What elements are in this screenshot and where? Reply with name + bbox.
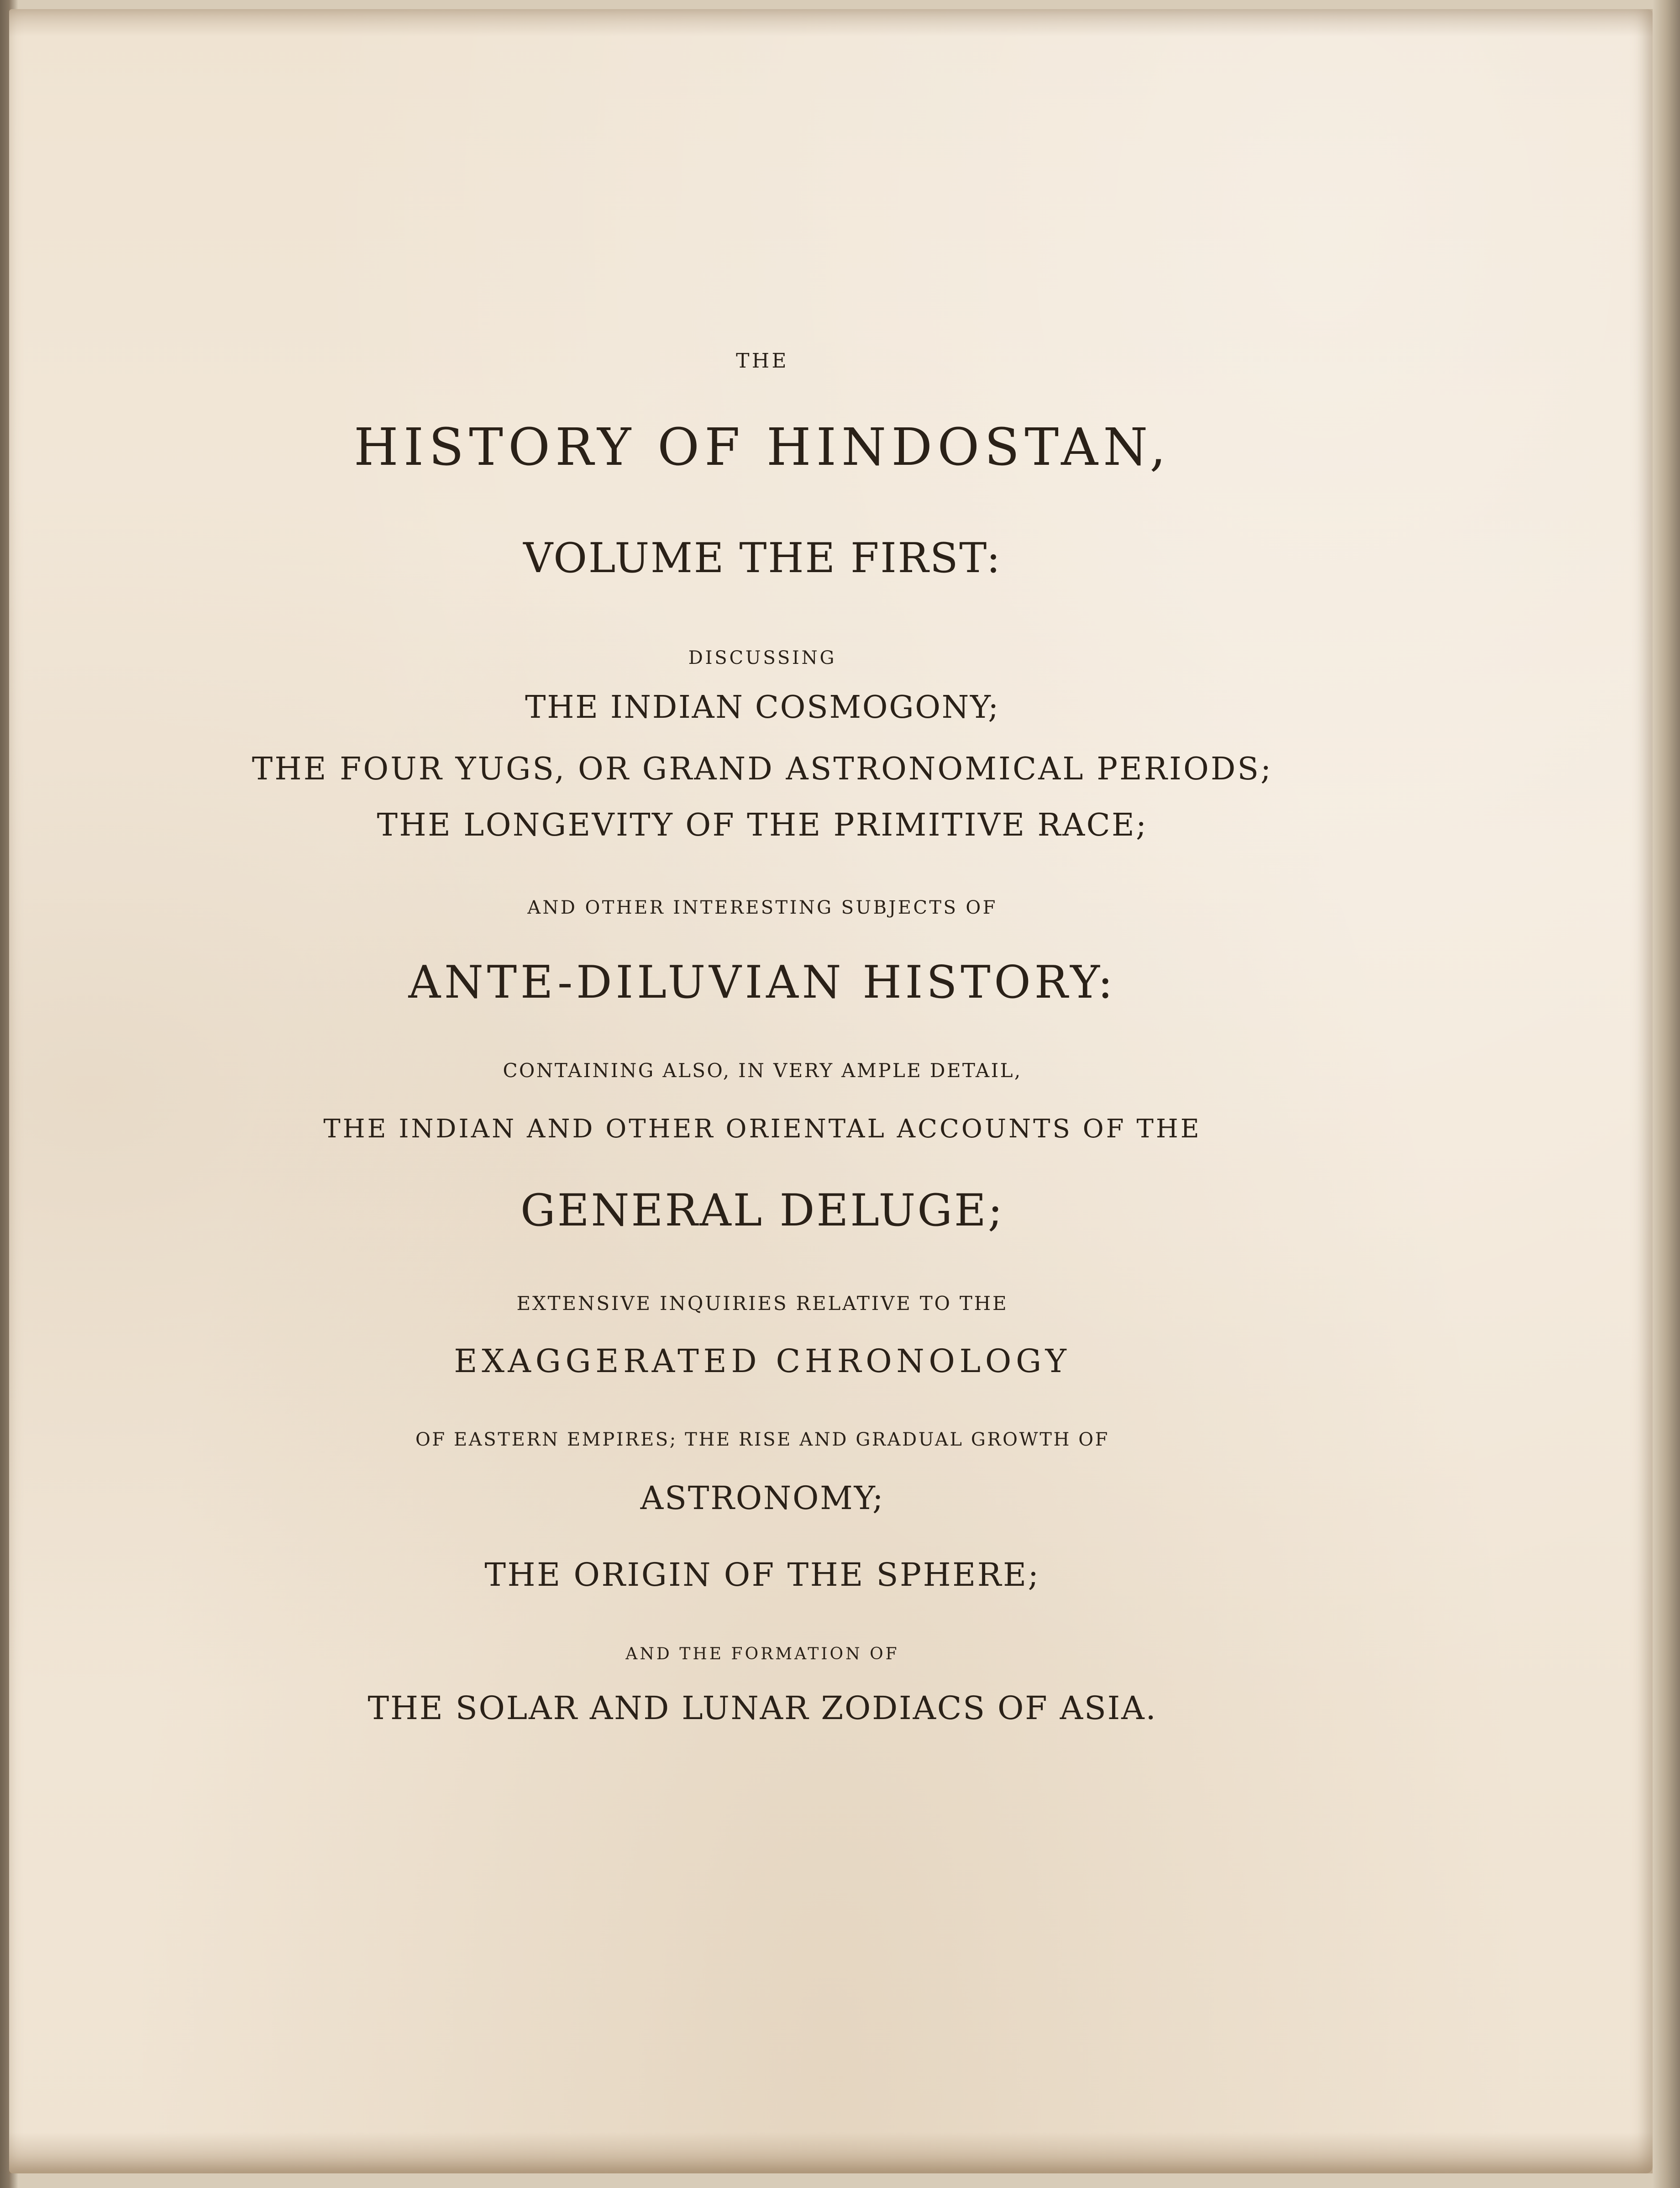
astronomy-line: ASTRONOMY;	[640, 1479, 885, 1517]
the-line: THE	[736, 349, 789, 373]
containing-line: CONTAINING ALSO, IN VERY AMPLE DETAIL,	[503, 1059, 1022, 1082]
ante-diluvian-line: ANTE-DILUVIAN HISTORY:	[408, 957, 1117, 1009]
extensive-line: EXTENSIVE INQUIRIES RELATIVE TO THE	[516, 1292, 1008, 1315]
other-subjects-line: AND OTHER INTERESTING SUBJECTS OF	[527, 897, 997, 918]
zodiacs-line: THE SOLAR AND LUNAR ZODIACS OF ASIA.	[368, 1689, 1157, 1727]
indian-accounts-line: THE INDIAN AND OTHER ORIENTAL ACCOUNTS OF THE	[323, 1114, 1202, 1144]
longevity-line: THE LONGEVITY OF THE PRIMITIVE RACE;	[377, 807, 1148, 843]
empires-line: OF EASTERN EMPIRES; THE RISE AND GRADUAL GROWTH OF	[415, 1429, 1110, 1450]
formation-line: AND THE FORMATION OF	[625, 1645, 899, 1663]
sphere-line: THE ORIGIN OF THE SPHERE;	[484, 1556, 1040, 1594]
exaggerated-line: EXAGGERATED CHRONOLOGY	[454, 1342, 1071, 1380]
page-bottom-edge	[9, 2132, 1653, 2173]
title-page	[9, 9, 1653, 2173]
volume-line: VOLUME THE FIRST:	[523, 534, 1002, 582]
page-top-edge	[9, 9, 1653, 37]
book-title: HISTORY OF HINDOSTAN,	[353, 418, 1171, 477]
yugs-line: THE FOUR YUGS, OR GRAND ASTRONOMICAL PERIODS;	[252, 751, 1273, 787]
discussing-line: DISCUSSING	[688, 647, 837, 668]
cosmogony-line: THE INDIAN COSMOGONY;	[525, 689, 1000, 726]
deluge-line: GENERAL DELUGE;	[520, 1185, 1004, 1236]
